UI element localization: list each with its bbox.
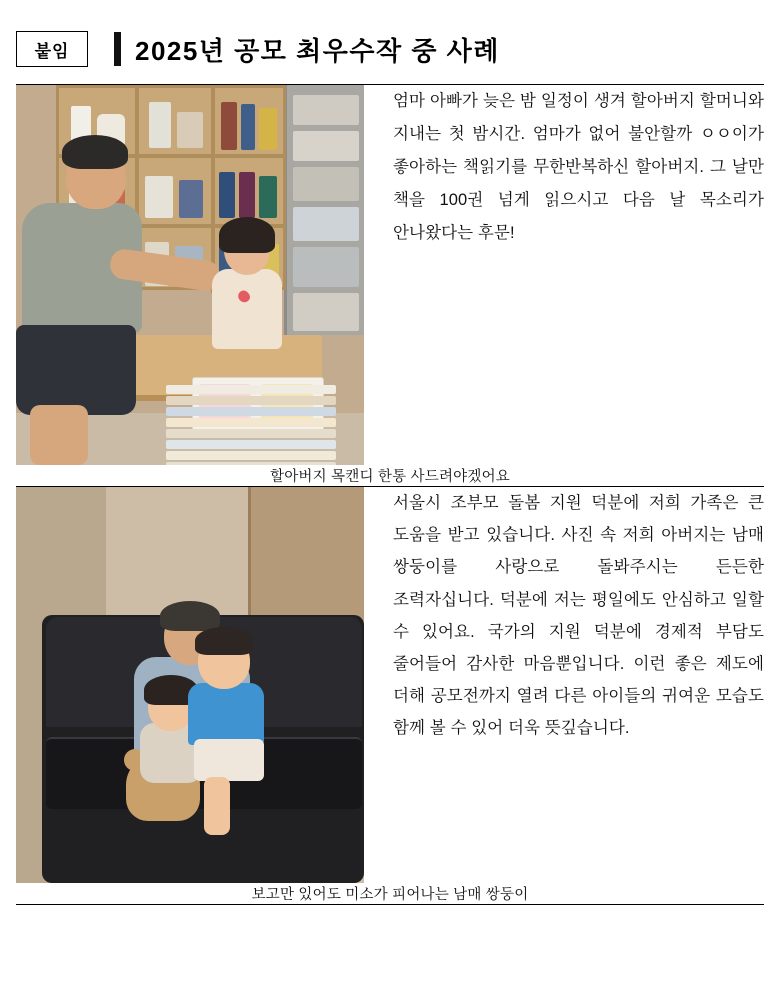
document-header bbox=[16, 0, 764, 78]
grandfather-shorts bbox=[16, 325, 136, 415]
child-hair bbox=[219, 217, 275, 253]
shelf-object bbox=[149, 102, 171, 148]
story-cell bbox=[393, 487, 764, 884]
photo-caption: 보고만 있어도 미소가 피어나는 남매 쌍둥이 bbox=[251, 887, 529, 903]
caption-row bbox=[16, 883, 764, 905]
storage-box bbox=[293, 131, 359, 161]
story-cell bbox=[393, 85, 764, 466]
stacked-book bbox=[166, 462, 336, 465]
stacked-book bbox=[166, 429, 336, 438]
stacked-book bbox=[166, 396, 336, 405]
table-row bbox=[16, 85, 764, 466]
stacked-book bbox=[166, 407, 336, 416]
shelf-object bbox=[259, 108, 277, 150]
shelf-object bbox=[177, 112, 203, 148]
page-title: 2025년 공모 최우수작 중 사례 bbox=[135, 35, 500, 66]
stacked-book bbox=[166, 385, 336, 394]
shelf-object bbox=[221, 102, 237, 150]
shelf-object bbox=[239, 172, 255, 218]
photo-grandfather-reading bbox=[16, 85, 364, 465]
storage-box bbox=[293, 95, 359, 125]
boy-twin-pants bbox=[194, 739, 264, 781]
book-stack bbox=[166, 385, 341, 465]
attachment-tag: 붙임 bbox=[16, 31, 88, 67]
cases-table bbox=[16, 84, 764, 905]
storage-box bbox=[293, 293, 359, 331]
storage-box bbox=[293, 247, 359, 287]
shelf-object bbox=[259, 176, 277, 218]
photo-caption: 할아버지 목캔디 한통 사드려야겠어요 bbox=[270, 469, 510, 485]
stacked-book bbox=[166, 440, 336, 449]
title-wrap bbox=[114, 30, 764, 68]
storage-box bbox=[293, 167, 359, 201]
photo-cell bbox=[16, 85, 393, 466]
shelf-object bbox=[241, 104, 255, 150]
stacked-book bbox=[166, 418, 336, 427]
storage-shelf-right bbox=[284, 85, 364, 335]
child-body bbox=[212, 269, 282, 349]
grandfather-hair bbox=[160, 601, 220, 631]
shelf-object bbox=[219, 172, 235, 218]
photo-cell bbox=[16, 487, 393, 884]
grandfather-hair bbox=[62, 135, 128, 169]
shelf-object bbox=[145, 176, 173, 218]
storage-box bbox=[293, 207, 359, 241]
shelf-object bbox=[179, 180, 203, 218]
story-body: 서울시 조부모 돌봄 지원 덕분에 저희 가족은 큰 도움을 받고 있습니다. 사진 속 저희 아버지는 남매 쌍둥이를 사랑으로 돌봐주시는 든든한 조력자십니다. 덕분에 저는 평일에도 안심하고 일할 수 있어요. 국가의 지원 덕분에 경제적 부담도 줄어들어 감사한 마음뿐입니다. 이런 좋은 제도에 더해 공모전까지 열려 다른 아이들의 귀여운 모습도 함께 볼 수 있어 더욱 뜻깊습니다. bbox=[393, 494, 764, 738]
boy-twin-leg bbox=[204, 777, 230, 835]
title-accent-bar bbox=[114, 32, 121, 66]
story-body: 엄마 아빠가 늦은 밤 일정이 생겨 할아버지 할머니와 지내는 첫 밤시간. 엄마가 없어 불안할까 ㅇㅇ이가 좋아하는 책읽기를 무한반복하신 할아버지. 그 날만 책을 100권 넘게 읽으시고 다음 날 목소리가 안나왔다는 후문! bbox=[393, 92, 764, 242]
photo-grandfather-twins bbox=[16, 487, 364, 883]
grandfather-leg bbox=[30, 405, 88, 465]
boy-twin-hair bbox=[195, 627, 253, 655]
stacked-book bbox=[166, 451, 336, 460]
caption-row bbox=[16, 465, 764, 487]
boy-twin-shirt bbox=[188, 683, 264, 745]
table-row bbox=[16, 487, 764, 884]
